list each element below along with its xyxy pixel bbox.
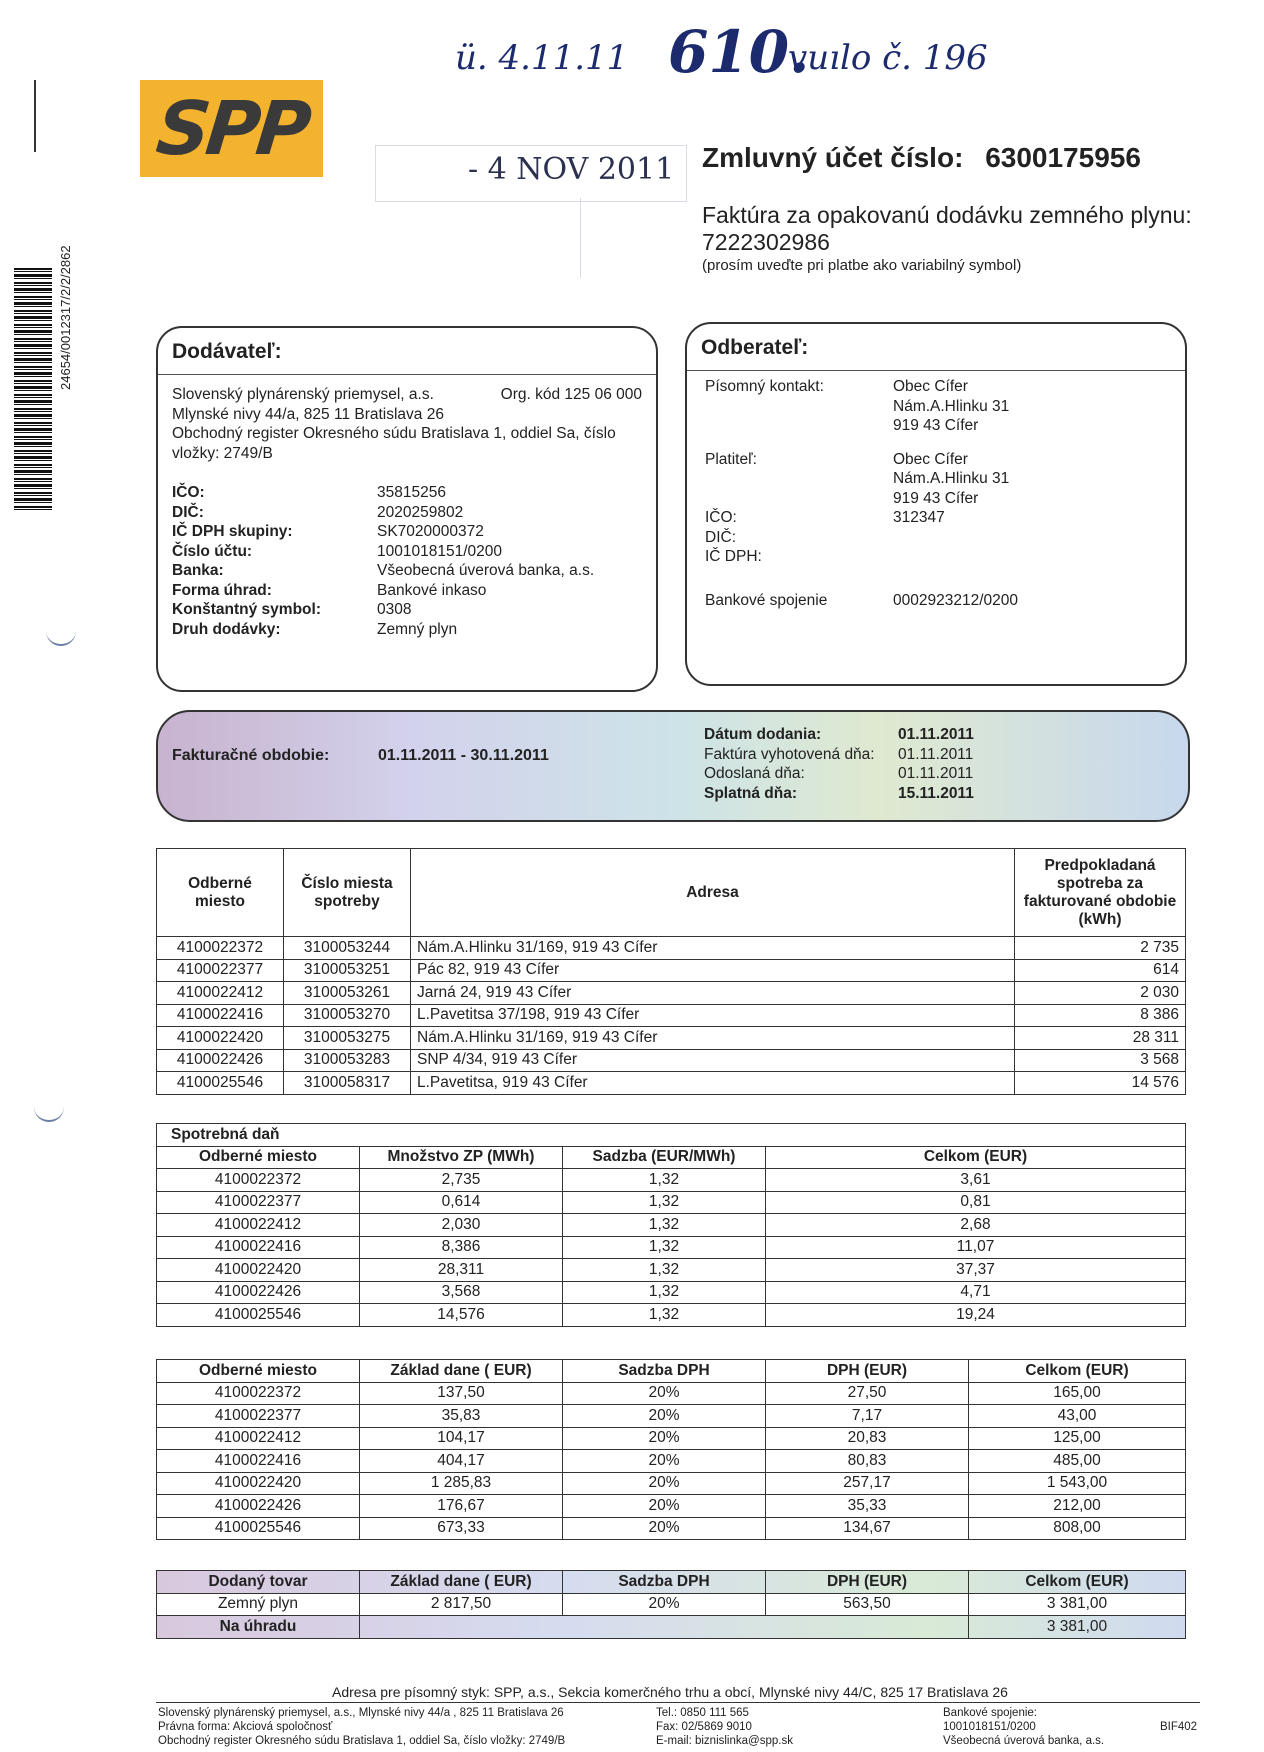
supplier-field-label: IČO: <box>172 484 205 501</box>
table-cell: 27,50 <box>766 1382 969 1405</box>
supplier-field-row <box>172 600 642 620</box>
table-row <box>157 1027 1186 1050</box>
table-cell: Nám.A.Hlinku 31/169, 919 43 Cífer <box>411 1027 1015 1050</box>
table-cell: 3100053275 <box>284 1027 411 1050</box>
table-cell: 2,030 <box>360 1214 563 1237</box>
icdph-label: IČ DPH: <box>705 548 762 565</box>
table-cell: 1,32 <box>563 1281 766 1304</box>
col-header: DPH (EUR) <box>766 1571 969 1594</box>
summary-cell: 2 817,50 <box>360 1593 563 1616</box>
period-date-label: Dátum dodania: <box>704 726 822 743</box>
table-cell: 176,67 <box>360 1495 563 1518</box>
footer-company <box>158 1706 565 1748</box>
table-row <box>157 1191 1186 1214</box>
footer-code: BIF402 <box>1160 1721 1198 1733</box>
supplier-address: Mlynské nivy 44/a, 825 11 Bratislava 26 <box>172 405 444 423</box>
table-row <box>157 1472 1186 1495</box>
table-cell: 104,17 <box>360 1427 563 1450</box>
table-cell: 4100022377 <box>157 1405 360 1428</box>
table-cell: 3100053261 <box>284 982 411 1005</box>
table-row <box>157 1259 1186 1282</box>
billing-period-band <box>156 710 1190 822</box>
payer-label: Platiteľ: <box>705 450 757 468</box>
table-row <box>157 1382 1186 1405</box>
col-header: Predpokladaná spotreba za fakturované obdobie (kWh) <box>1015 849 1186 937</box>
table-cell: 20% <box>563 1472 766 1495</box>
table-cell: 3100058317 <box>284 1072 411 1095</box>
footer-line: Všeobecná úverová banka, a.s. <box>943 1735 1105 1747</box>
period-dates <box>704 725 974 803</box>
supplier-field-row <box>172 620 642 640</box>
table-row <box>157 1214 1186 1237</box>
table-cell: L.Pavetitsa 37/198, 919 43 Cífer <box>411 1004 1015 1027</box>
footer-line: 1001018151/0200 <box>943 1721 1036 1733</box>
supplier-box <box>156 326 658 692</box>
table-row <box>157 982 1186 1005</box>
table-row <box>157 1049 1186 1072</box>
due-value: 3 381,00 <box>969 1616 1186 1639</box>
summary-cell: 563,50 <box>766 1593 969 1616</box>
supplier-field-label: Forma úhrad: <box>172 581 272 599</box>
account-number: 6300175956 <box>985 142 1141 173</box>
supplier-field-row <box>172 522 642 542</box>
table-cell: 4100022416 <box>157 1236 360 1259</box>
stamp-date: - 4 NOV 2011 <box>468 152 675 187</box>
supplier-field-value: Zemný plyn <box>377 620 458 638</box>
table-cell: 19,24 <box>766 1304 1186 1327</box>
table-cell: 20% <box>563 1405 766 1428</box>
col-header: Základ dane ( EUR) <box>360 1571 563 1594</box>
table-row <box>157 1072 1186 1095</box>
account-label: Zmluvný účet číslo: <box>702 142 964 173</box>
col-header: Sadzba DPH <box>563 1571 766 1594</box>
period-date-value: 01.11.2011 <box>898 745 974 763</box>
supplier-field-label: IČ DPH skupiny: <box>172 523 293 540</box>
bank-value: 0002923212/0200 <box>893 591 1018 609</box>
table-cell: 1,32 <box>563 1214 766 1237</box>
period-date-label: Odoslaná dňa: <box>704 765 805 782</box>
col-header: DPH (EUR) <box>766 1360 969 1383</box>
supplier-field-label: Číslo účtu: <box>172 542 253 560</box>
table-cell: 4100022372 <box>157 1382 360 1405</box>
table-cell: 20% <box>563 1427 766 1450</box>
table-cell: 1,32 <box>563 1236 766 1259</box>
barcode <box>14 268 52 512</box>
punch-hole-mark <box>46 630 76 646</box>
supplier-register-2: vložky: 2749/B <box>172 444 273 462</box>
supplier-field-row <box>172 503 642 523</box>
customer-title: Odberateľ: <box>687 324 1185 371</box>
table-cell: 20% <box>563 1382 766 1405</box>
table-row <box>157 1281 1186 1304</box>
period-date-row <box>704 764 974 784</box>
table-cell: 35,83 <box>360 1405 563 1428</box>
table-cell: 3100053283 <box>284 1049 411 1072</box>
table-cell: 3,568 <box>360 1281 563 1304</box>
table-cell: 3100053270 <box>284 1004 411 1027</box>
supplier-field-row <box>172 581 642 601</box>
supplier-field-label: DIČ: <box>172 503 204 521</box>
table-cell: L.Pavetitsa, 919 43 Cífer <box>411 1072 1015 1095</box>
ico-value: 312347 <box>893 509 945 526</box>
payer-line: 919 43 Cífer <box>893 489 979 507</box>
table-cell: 485,00 <box>969 1450 1186 1473</box>
footer-address: Adresa pre písomný styk: SPP, a.s., Sekcia komerčného trhu a obcí, Mlynské nivy 44/C, 825 17 Bratislava 26 <box>332 1684 1008 1700</box>
table-cell: 1,32 <box>563 1169 766 1192</box>
table-cell: Pác 82, 919 43 Cífer <box>411 959 1015 982</box>
table-row <box>157 1495 1186 1518</box>
table-cell: 1,32 <box>563 1304 766 1327</box>
table-cell: 4100022372 <box>157 937 284 960</box>
scan-mark <box>34 80 36 152</box>
table-cell: 137,50 <box>360 1382 563 1405</box>
handwritten-number: 610. <box>668 18 810 86</box>
table-cell: 0,614 <box>360 1191 563 1214</box>
table-cell: 4100022420 <box>157 1027 284 1050</box>
table-cell: 20% <box>563 1450 766 1473</box>
table-cell: 1,32 <box>563 1191 766 1214</box>
table-row <box>157 1169 1186 1192</box>
footer-line: Bankové spojenie: <box>943 1707 1037 1719</box>
table-cell: 2,68 <box>766 1214 1186 1237</box>
summary-cell: 20% <box>563 1593 766 1616</box>
table-row <box>157 1004 1186 1027</box>
period-date-value: 01.11.2011 <box>898 726 974 743</box>
col-header: Odberné miesto <box>157 849 284 937</box>
table-cell: 2 030 <box>1015 982 1186 1005</box>
table-row <box>157 1450 1186 1473</box>
bank-label: Bankové spojenie <box>705 591 828 609</box>
table-cell: 4100022420 <box>157 1259 360 1282</box>
period-label: Fakturačné obdobie: <box>172 747 330 764</box>
supplier-field-row <box>172 561 642 581</box>
table-cell: Jarná 24, 919 43 Cífer <box>411 982 1015 1005</box>
handwritten-note-left: ü. 4.11.11 <box>455 38 629 78</box>
table-cell: 4100025546 <box>157 1517 360 1540</box>
period-date-row <box>704 725 974 745</box>
table-cell: 20,83 <box>766 1427 969 1450</box>
table-cell: 3100053251 <box>284 959 411 982</box>
table-cell: 3 568 <box>1015 1049 1186 1072</box>
table-row <box>157 1236 1186 1259</box>
table-cell: 4100025546 <box>157 1072 284 1095</box>
table-cell: 4100022426 <box>157 1495 360 1518</box>
table-row <box>157 1517 1186 1540</box>
col-header: Základ dane ( EUR) <box>360 1360 563 1383</box>
table-cell: 614 <box>1015 959 1186 982</box>
col-header: Sadzba DPH <box>563 1360 766 1383</box>
supplier-field-row <box>172 542 642 562</box>
table-cell: 8 386 <box>1015 1004 1186 1027</box>
table-cell: 20% <box>563 1495 766 1518</box>
supplier-field-value: Bankové inkaso <box>377 581 487 599</box>
table-cell: 14,576 <box>360 1304 563 1327</box>
summary-cell: Zemný plyn <box>157 1593 360 1616</box>
col-header: Celkom (EUR) <box>969 1571 1186 1594</box>
supplier-field-value: 0308 <box>377 601 412 618</box>
stamp-divider <box>580 198 701 278</box>
table-cell: 165,00 <box>969 1382 1186 1405</box>
table-row <box>157 959 1186 982</box>
supplier-field-value: 2020259802 <box>377 503 464 521</box>
table-cell: SNP 4/34, 919 43 Cífer <box>411 1049 1015 1072</box>
period-value: 01.11.2011 - 30.11.2011 <box>378 747 549 764</box>
col-header: Odberné miesto <box>157 1146 360 1169</box>
vat-table <box>156 1359 1186 1540</box>
col-header: Množstvo ZP (MWh) <box>360 1146 563 1169</box>
table-cell: 4100022426 <box>157 1049 284 1072</box>
table-cell: 3,61 <box>766 1169 1186 1192</box>
table-cell: 4100022420 <box>157 1472 360 1495</box>
due-label: Na úhradu <box>157 1616 360 1639</box>
table-cell: 4100022412 <box>157 1427 360 1450</box>
col-header: Odberné miesto <box>157 1360 360 1383</box>
barcode-number: 24654/0012317/2/2/2862 <box>58 245 73 390</box>
col-header: Dodaný tovar <box>157 1571 360 1594</box>
supplier-field-value: Všeobecná úverová banka, a.s. <box>377 562 595 579</box>
handwritten-note-right: vuılo č. 196 <box>788 38 988 78</box>
table-cell: 80,83 <box>766 1450 969 1473</box>
footer-line: Slovenský plynárenský priemysel, a.s., Mlynské nivy 44/a , 825 11 Bratislava 26 <box>158 1707 564 1719</box>
table-cell: 4100022412 <box>157 1214 360 1237</box>
table-cell: 2 735 <box>1015 937 1186 960</box>
table-cell: 4,71 <box>766 1281 1186 1304</box>
supplier-name: Slovenský plynárenský priemysel, a.s. <box>172 386 434 403</box>
table-cell: 4100022426 <box>157 1281 360 1304</box>
payer-line: Obec Cífer <box>893 450 968 468</box>
table-cell: 404,17 <box>360 1450 563 1473</box>
summary-table <box>156 1570 1186 1639</box>
period-date-row <box>704 745 974 765</box>
footer-line: Fax: 02/5869 9010 <box>656 1721 752 1733</box>
period-date-row <box>704 784 974 804</box>
consumption-points-table <box>156 848 1186 1095</box>
contact-label: Písomný kontakt: <box>705 378 824 395</box>
table-cell: 4100022416 <box>157 1004 284 1027</box>
supplier-fields <box>172 483 642 639</box>
period-date-value: 01.11.2011 <box>898 765 974 782</box>
footer-rule <box>156 1702 1200 1703</box>
table-cell: 0,81 <box>766 1191 1186 1214</box>
excise-title: Spotrebná daň <box>157 1124 1186 1147</box>
customer-box <box>685 322 1187 686</box>
footer-line: E-mail: biznislinka@spp.sk <box>656 1735 793 1747</box>
table-row <box>157 1304 1186 1327</box>
table-cell: 4100022377 <box>157 959 284 982</box>
supplier-field-value: 1001018151/0200 <box>377 542 502 560</box>
table-cell: 8,386 <box>360 1236 563 1259</box>
table-cell: Nám.A.Hlinku 31/169, 919 43 Cífer <box>411 937 1015 960</box>
supplier-field-label: Konštantný symbol: <box>172 601 321 618</box>
period-date-value: 15.11.2011 <box>898 784 974 802</box>
table-cell: 212,00 <box>969 1495 1186 1518</box>
invoice-number: 7222302986 <box>702 229 830 255</box>
table-cell: 3100053244 <box>284 937 411 960</box>
table-cell: 37,37 <box>766 1259 1186 1282</box>
table-cell: 4100022416 <box>157 1450 360 1473</box>
table-cell: 14 576 <box>1015 1072 1186 1095</box>
table-cell: 808,00 <box>969 1517 1186 1540</box>
table-cell: 43,00 <box>969 1405 1186 1428</box>
col-header: Adresa <box>411 849 1015 937</box>
supplier-field-value: 35815256 <box>377 484 446 501</box>
table-cell: 28,311 <box>360 1259 563 1282</box>
contact-line: 919 43 Cífer <box>893 417 979 434</box>
supplier-field-row <box>172 483 642 503</box>
table-cell: 134,67 <box>766 1517 969 1540</box>
table-row <box>157 937 1186 960</box>
table-cell: 257,17 <box>766 1472 969 1495</box>
table-cell: 4100022377 <box>157 1191 360 1214</box>
table-cell: 125,00 <box>969 1427 1186 1450</box>
table-cell: 20% <box>563 1517 766 1540</box>
footer-bank <box>943 1706 1104 1748</box>
table-cell: 4100022412 <box>157 982 284 1005</box>
spp-logo: SPP <box>140 80 323 177</box>
period-date-label: Splatná dňa: <box>704 784 798 802</box>
supplier-org-code: Org. kód 125 06 000 <box>500 386 642 403</box>
summary-cell: 3 381,00 <box>969 1593 1186 1616</box>
excise-tax-table <box>156 1123 1186 1327</box>
col-header: Sadzba (EUR/MWh) <box>563 1146 766 1169</box>
contact-line: Nám.A.Hlinku 31 <box>893 397 1010 415</box>
account-number-line <box>702 142 1141 174</box>
footer-line: Právna forma: Akciová spoločnosť <box>158 1721 333 1733</box>
table-row <box>157 1405 1186 1428</box>
table-cell: 35,33 <box>766 1495 969 1518</box>
supplier-field-value: SK7020000372 <box>377 523 484 540</box>
due-spacer <box>360 1616 969 1639</box>
supplier-title: Dodávateľ: <box>158 328 656 375</box>
supplier-register: Obchodný register Okresného súdu Bratislava 1, oddiel Sa, číslo <box>172 425 616 442</box>
supplier-field-label: Druh dodávky: <box>172 620 281 638</box>
table-cell: 28 311 <box>1015 1027 1186 1050</box>
table-cell: 7,17 <box>766 1405 969 1428</box>
table-cell: 1 285,83 <box>360 1472 563 1495</box>
col-header: Číslo miesta spotreby <box>284 849 411 937</box>
table-cell: 1,32 <box>563 1259 766 1282</box>
table-cell: 2,735 <box>360 1169 563 1192</box>
footer-line: Tel.: 0850 111 565 <box>656 1707 749 1719</box>
table-cell: 4100025546 <box>157 1304 360 1327</box>
table-cell: 673,33 <box>360 1517 563 1540</box>
footer-line: Obchodný register Okresného súdu Bratislava 1, oddiel Sa, číslo vložky: 2749/B <box>158 1735 566 1747</box>
period-date-label: Faktúra vyhotovená dňa: <box>704 745 875 763</box>
table-row <box>157 1427 1186 1450</box>
payer-line: Nám.A.Hlinku 31 <box>893 470 1010 487</box>
col-header: Celkom (EUR) <box>969 1360 1186 1383</box>
ico-label: IČO: <box>705 509 737 526</box>
contact-line: Obec Cífer <box>893 378 968 395</box>
footer-contact <box>656 1706 793 1748</box>
col-header: Celkom (EUR) <box>766 1146 1186 1169</box>
dic-label: DIČ: <box>705 528 736 546</box>
table-cell: 1 543,00 <box>969 1472 1186 1495</box>
invoice-title: Faktúra za opakovanú dodávku zemného plynu: <box>702 202 1192 228</box>
supplier-field-label: Banka: <box>172 562 224 579</box>
invoice-note: (prosím uveďte pri platbe ako variabilný symbol) <box>702 257 1022 274</box>
table-cell: 11,07 <box>766 1236 1186 1259</box>
table-cell: 4100022372 <box>157 1169 360 1192</box>
punch-hole-mark <box>34 1106 64 1122</box>
